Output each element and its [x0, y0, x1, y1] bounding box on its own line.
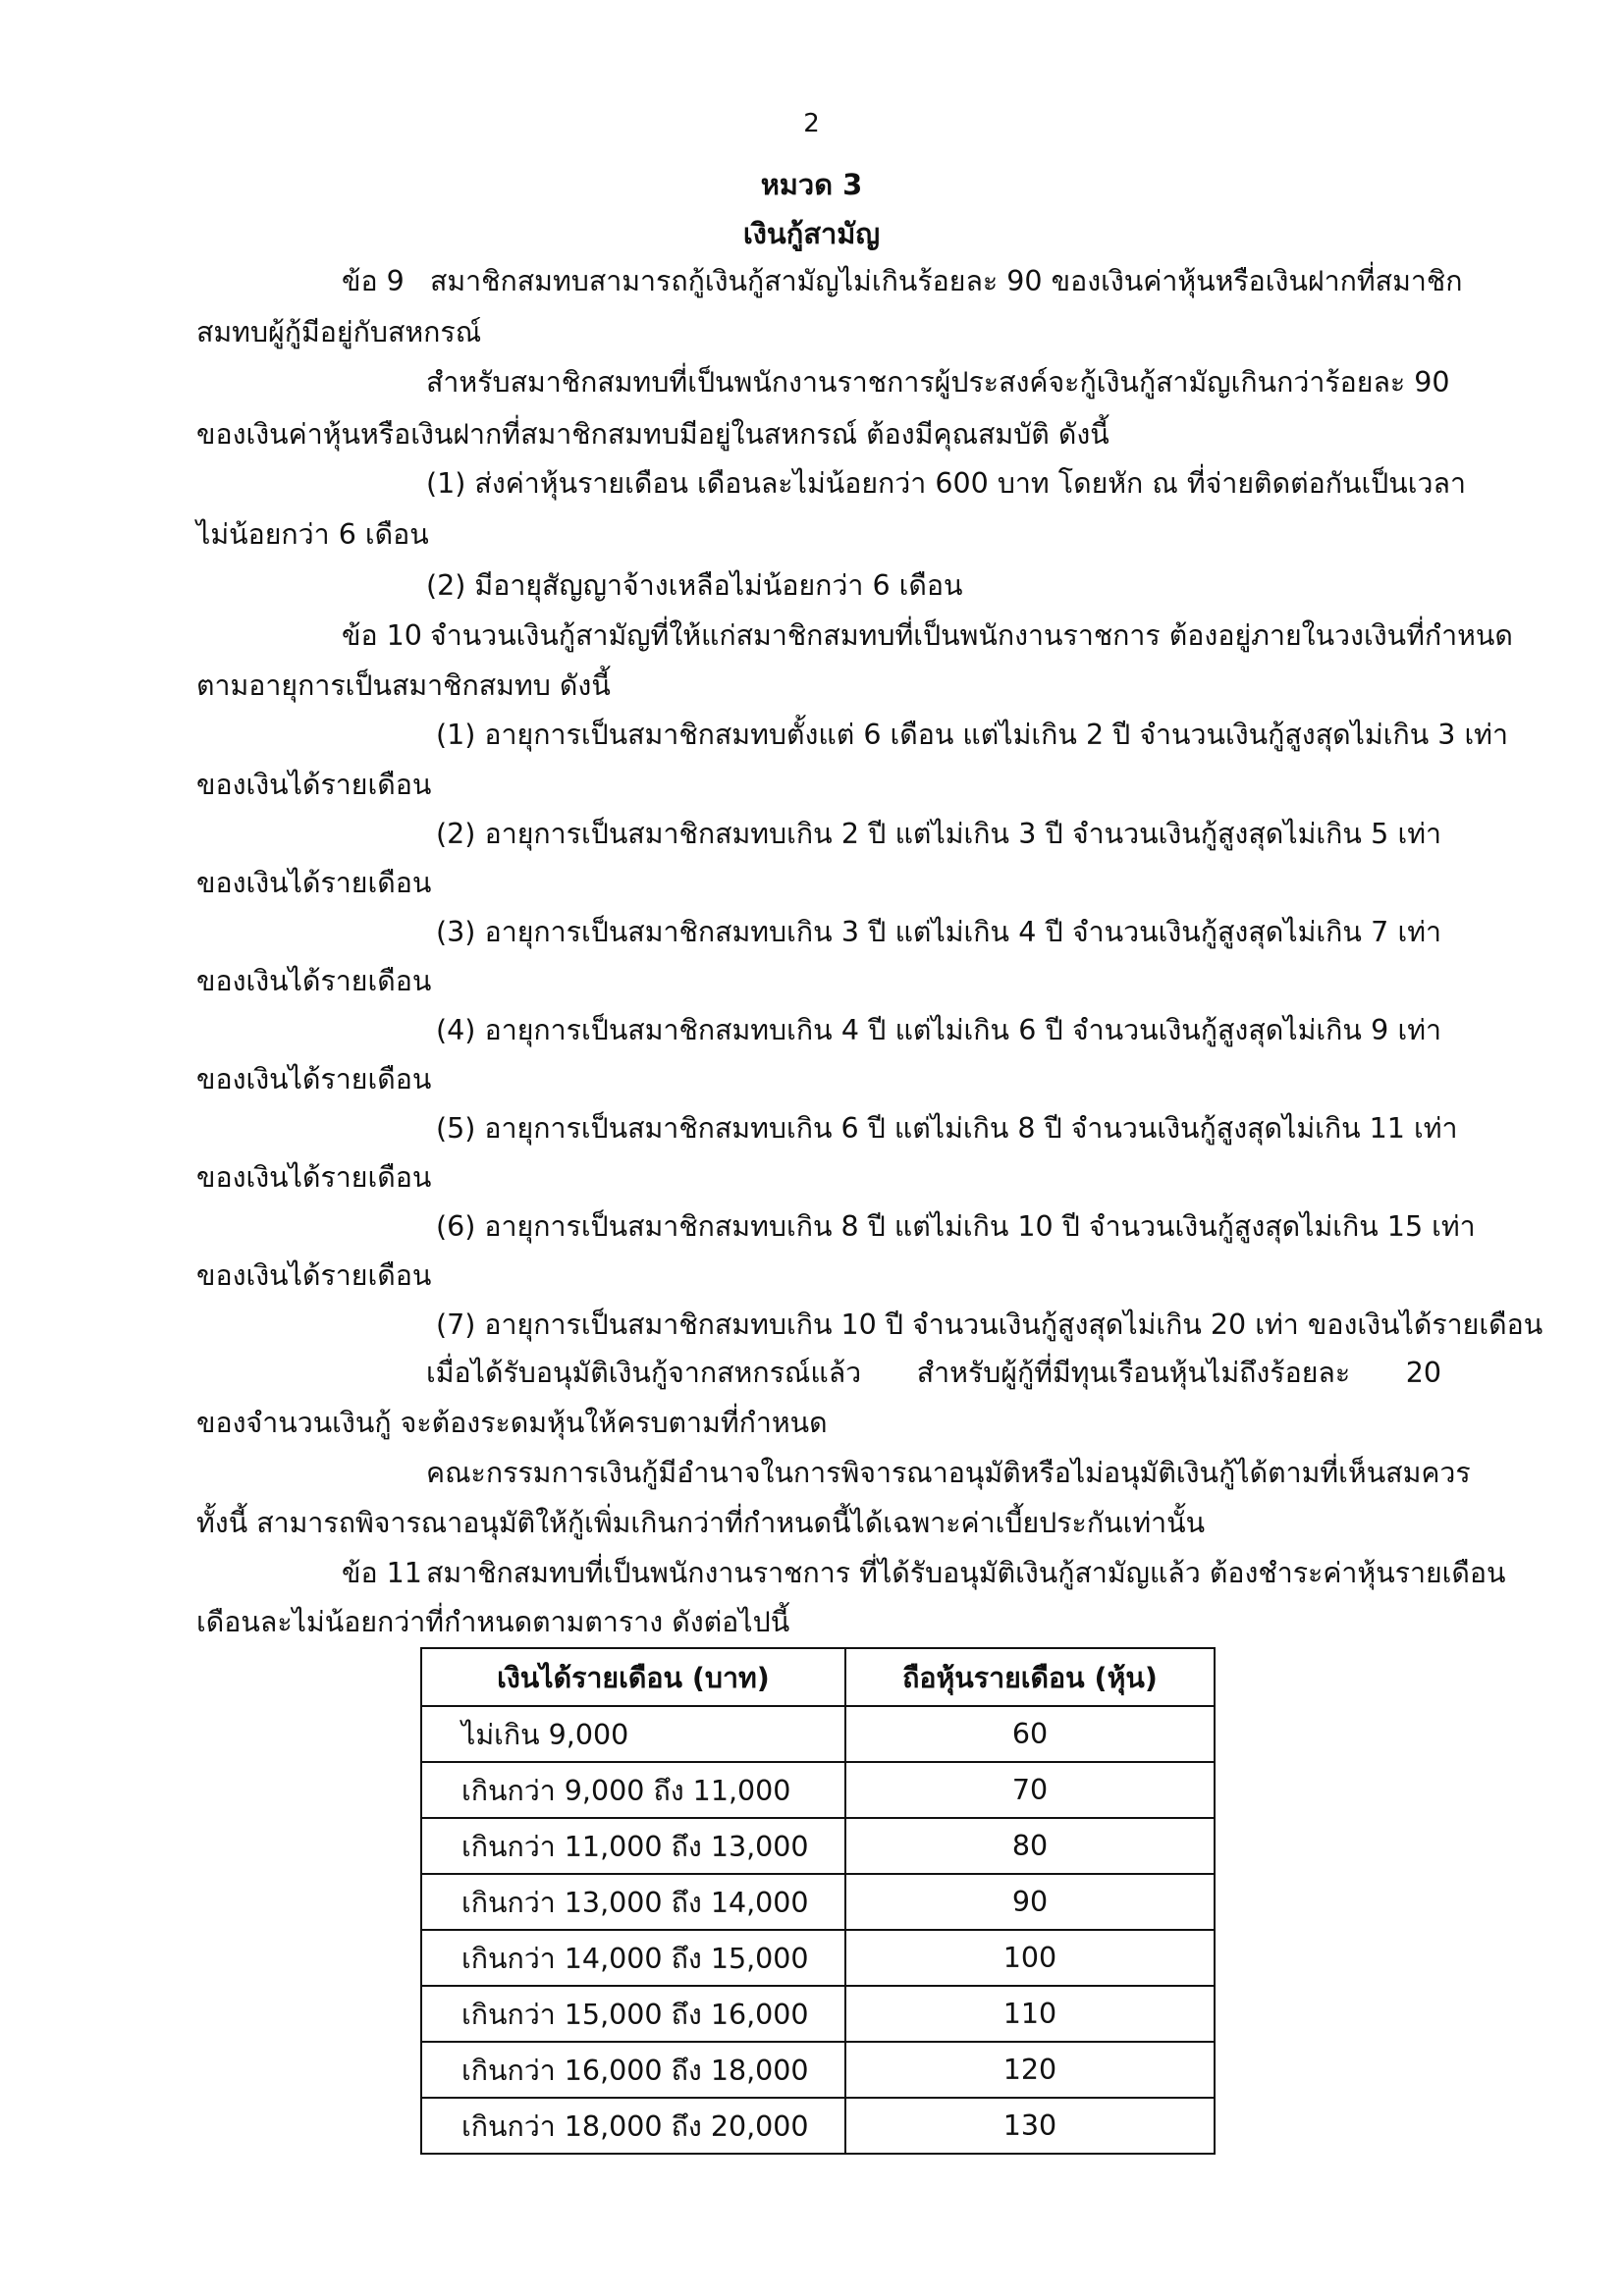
article-10-item-4-line-1: (4) อายุการเป็นสมาชิกสมทบเกิน 4 ปี แต่ไม่เกิน 6 ปี จำนวนเงินกู้สูงสุดไม่เกิน 9 เท่า — [436, 1014, 1441, 1046]
page-number: 2 — [803, 109, 820, 138]
article-10-item-7: (7) อายุการเป็นสมาชิกสมทบเกิน 10 ปี จำนวนเงินกู้สูงสุดไม่เกิน 20 เท่า ของเงินได้รายเดือน — [436, 1308, 1543, 1341]
shares-cell: 130 — [845, 2098, 1215, 2154]
article-10-para-committee-line-1: คณะกรรมการเงินกู้มีอำนาจในการพิจารณาอนุมัติหรือไม่อนุมัติเงินกู้ได้ตามที่เห็นสมควร — [426, 1457, 1471, 1489]
chapter-heading: หมวด 3 — [760, 168, 863, 201]
table-row — [421, 1818, 1215, 1874]
article-10-item-3-line-2: ของเงินได้รายเดือน — [196, 965, 432, 997]
article-11-line-2: เดือนละไม่น้อยกว่าที่กำหนดตามตาราง ดังต่อไปนี้ — [196, 1606, 790, 1638]
article-10-label: ข้อ 10 — [342, 619, 422, 652]
article-9-line-1: สมาชิกสมทบสามารถกู้เงินกู้สามัญไม่เกินร้อยละ 90 ของเงินค่าหุ้นหรือเงินฝากที่สมาชิก — [430, 265, 1463, 297]
article-10-item-1-line-1: (1) อายุการเป็นสมาชิกสมทบตั้งแต่ 6 เดือน แต่ไม่เกิน 2 ปี จำนวนเงินกู้สูงสุดไม่เกิน 3 เท่า — [436, 719, 1508, 751]
article-10-para-approval-line-1: เมื่อได้รับอนุมัติเงินกู้จากสหกรณ์แล้ว สำหรับผู้กู้ที่มีทุนเรือนหุ้นไม่ถึงร้อยละ 20 — [426, 1357, 1441, 1389]
table-row — [421, 1930, 1215, 1986]
income-cell: ไม่เกิน 9,000 — [421, 1706, 845, 1762]
income-cell: เกินกว่า 18,000 ถึง 20,000 — [421, 2098, 845, 2154]
table-row — [421, 1874, 1215, 1930]
article-9-para-2-line-1: สำหรับสมาชิกสมทบที่เป็นพนักงานราชการผู้ประสงค์จะกู้เงินกู้สามัญเกินกว่าร้อยละ 90 — [426, 366, 1450, 399]
article-9-line-2: สมทบผู้กู้มีอยู่กับสหกรณ์ — [196, 316, 482, 348]
income-cell: เกินกว่า 14,000 ถึง 15,000 — [421, 1930, 845, 1986]
article-11-label: ข้อ 11 — [342, 1557, 422, 1589]
shares-cell: 90 — [845, 1874, 1215, 1930]
article-10-item-5-line-1: (5) อายุการเป็นสมาชิกสมทบเกิน 6 ปี แต่ไม่เกิน 8 ปี จำนวนเงินกู้สูงสุดไม่เกิน 11 เท่า — [436, 1112, 1458, 1145]
article-10-item-6-line-1: (6) อายุการเป็นสมาชิกสมทบเกิน 8 ปี แต่ไม่เกิน 10 ปี จำนวนเงินกู้สูงสุดไม่เกิน 15 เท่า — [436, 1210, 1476, 1243]
shares-column-header: ถือหุ้นรายเดือน (หุ้น) — [845, 1648, 1215, 1706]
share-table — [420, 1647, 1216, 2155]
article-9-para-2-line-2: ของเงินค่าหุ้นหรือเงินฝากที่สมาชิกสมทบมีอยู่ในสหกรณ์ ต้องมีคุณสมบัติ ดังนี้ — [196, 418, 1109, 451]
table-row — [421, 1986, 1215, 2042]
table-row — [421, 2042, 1215, 2098]
table-row — [421, 1706, 1215, 1762]
article-9-label: ข้อ 9 — [342, 265, 405, 297]
article-10-para-approval-line-2: ของจำนวนเงินกู้ จะต้องระดมหุ้นให้ครบตามที่กำหนด — [196, 1407, 828, 1439]
income-cell: เกินกว่า 13,000 ถึง 14,000 — [421, 1874, 845, 1930]
table-header-row — [421, 1648, 1215, 1706]
section-title: เงินกู้สามัญ — [742, 217, 881, 250]
article-10-item-5-line-2: ของเงินได้รายเดือน — [196, 1161, 432, 1194]
article-10-line-2: ตามอายุการเป็นสมาชิกสมทบ ดังนี้ — [196, 669, 611, 702]
income-cell: เกินกว่า 16,000 ถึง 18,000 — [421, 2042, 845, 2098]
article-10-item-2-line-2: ของเงินได้รายเดือน — [196, 867, 432, 899]
income-cell: เกินกว่า 15,000 ถึง 16,000 — [421, 1986, 845, 2042]
article-10-para-committee-line-2: ทั้งนี้ สามารถพิจารณาอนุมัติให้กู้เพิ่มเกินกว่าที่กำหนดนี้ได้เฉพาะค่าเบี้ยประกันเท่านั้น — [196, 1507, 1206, 1539]
shares-cell: 80 — [845, 1818, 1215, 1874]
article-10-item-3-line-1: (3) อายุการเป็นสมาชิกสมทบเกิน 3 ปี แต่ไม่เกิน 4 ปี จำนวนเงินกู้สูงสุดไม่เกิน 7 เท่า — [436, 916, 1441, 948]
article-11-line-1: สมาชิกสมทบที่เป็นพนักงานราชการ ที่ได้รับอนุมัติเงินกู้สามัญแล้ว ต้องชำระค่าหุ้นรายเดือน — [426, 1557, 1506, 1589]
article-10-item-1-line-2: ของเงินได้รายเดือน — [196, 769, 432, 801]
article-10-item-6-line-2: ของเงินได้รายเดือน — [196, 1259, 432, 1292]
table-row — [421, 2098, 1215, 2154]
article-9-item-2: (2) มีอายุสัญญาจ้างเหลือไม่น้อยกว่า 6 เดือน — [426, 569, 963, 602]
article-10-line-1: จำนวนเงินกู้สามัญที่ให้แก่สมาชิกสมทบที่เป็นพนักงานราชการ ต้องอยู่ภายในวงเงินที่กำหนด — [430, 619, 1513, 652]
table-row — [421, 1762, 1215, 1818]
shares-cell: 60 — [845, 1706, 1215, 1762]
income-cell: เกินกว่า 9,000 ถึง 11,000 — [421, 1762, 845, 1818]
shares-cell: 100 — [845, 1930, 1215, 1986]
income-cell: เกินกว่า 11,000 ถึง 13,000 — [421, 1818, 845, 1874]
article-9-item-1-line-2: ไม่น้อยกว่า 6 เดือน — [196, 518, 429, 551]
shares-cell: 120 — [845, 2042, 1215, 2098]
shares-cell: 70 — [845, 1762, 1215, 1818]
article-9-item-1-line-1: (1) ส่งค่าหุ้นรายเดือน เดือนละไม่น้อยกว่า 600 บาท โดยหัก ณ ที่จ่ายติดต่อกันเป็นเวลา — [426, 467, 1466, 500]
article-10-item-2-line-1: (2) อายุการเป็นสมาชิกสมทบเกิน 2 ปี แต่ไม่เกิน 3 ปี จำนวนเงินกู้สูงสุดไม่เกิน 5 เท่า — [436, 818, 1441, 850]
shares-cell: 110 — [845, 1986, 1215, 2042]
article-10-item-4-line-2: ของเงินได้รายเดือน — [196, 1063, 432, 1095]
income-column-header: เงินได้รายเดือน (บาท) — [421, 1648, 845, 1706]
